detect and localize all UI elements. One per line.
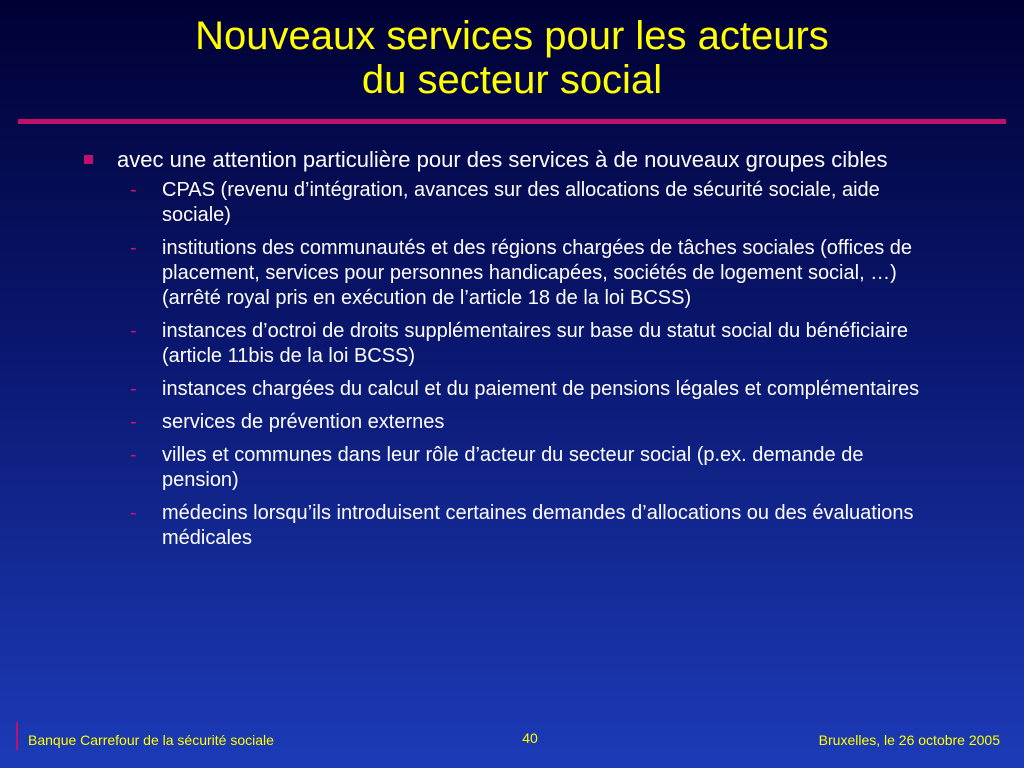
sub-bullet-text: institutions des communautés et des régions chargées de tâches sociales (offices de placement, services pour personnes handicapées, sociétés de logement social, …) (arrêté royal pris en exécution de l’article 18 de la loi BCSS): [162, 237, 913, 309]
slide-title-line-2: du secteur social: [361, 58, 663, 102]
slide-title: [0, 14, 1024, 102]
dash-bullet-icon: -: [130, 320, 137, 342]
sub-bullet-item: [0, 319, 937, 369]
dash-bullet-icon: -: [130, 444, 137, 466]
sub-bullet-item: [0, 501, 937, 551]
dash-bullet-icon: -: [130, 237, 137, 259]
dash-bullet-icon: -: [130, 378, 137, 400]
footer-page-number: 40: [522, 730, 538, 746]
sub-bullet-item: [0, 236, 937, 311]
sub-bullet-text: services de prévention externes: [162, 411, 445, 433]
sub-bullet-item: [0, 443, 937, 493]
sub-bullet-item: [0, 410, 937, 435]
slide-content: [0, 146, 1024, 559]
sub-bullet-list: [0, 178, 1024, 551]
sub-bullet-text: CPAS (revenu d’intégration, avances sur des allocations de sécurité sociale, aide sociale): [162, 179, 880, 226]
sub-bullet-text: instances chargées du calcul et du paiement de pensions légales et complémentaires: [162, 378, 920, 400]
main-bullet-item: [0, 146, 937, 174]
sub-bullet-text: instances d’octroi de droits supplémentaires sur base du statut social du bénéficiaire (article 11bis de la loi BCSS): [162, 320, 908, 367]
sub-bullet-text: villes et communes dans leur rôle d’acteur du secteur social (p.ex. demande de pension): [162, 444, 864, 491]
main-bullet-text: avec une attention particulière pour des services à de nouveaux groupes cibles: [117, 147, 888, 172]
slide-title-line-1: Nouveaux services pour les acteurs: [195, 14, 829, 58]
footer-place-date: Bruxelles, le 26 octobre 2005: [818, 732, 1000, 748]
dash-bullet-icon: -: [130, 179, 137, 201]
footer-organization: Banque Carrefour de la sécurité sociale: [28, 732, 274, 748]
dash-bullet-icon: -: [130, 502, 137, 524]
sub-bullet-item: [0, 178, 937, 228]
title-divider: [18, 119, 1006, 124]
dash-bullet-icon: -: [130, 411, 137, 433]
sub-bullet-item: [0, 377, 937, 402]
square-bullet-icon: [84, 155, 93, 164]
sub-bullet-text: médecins lorsqu’ils introduisent certaines demandes d’allocations ou des évaluations médicales: [162, 502, 914, 549]
